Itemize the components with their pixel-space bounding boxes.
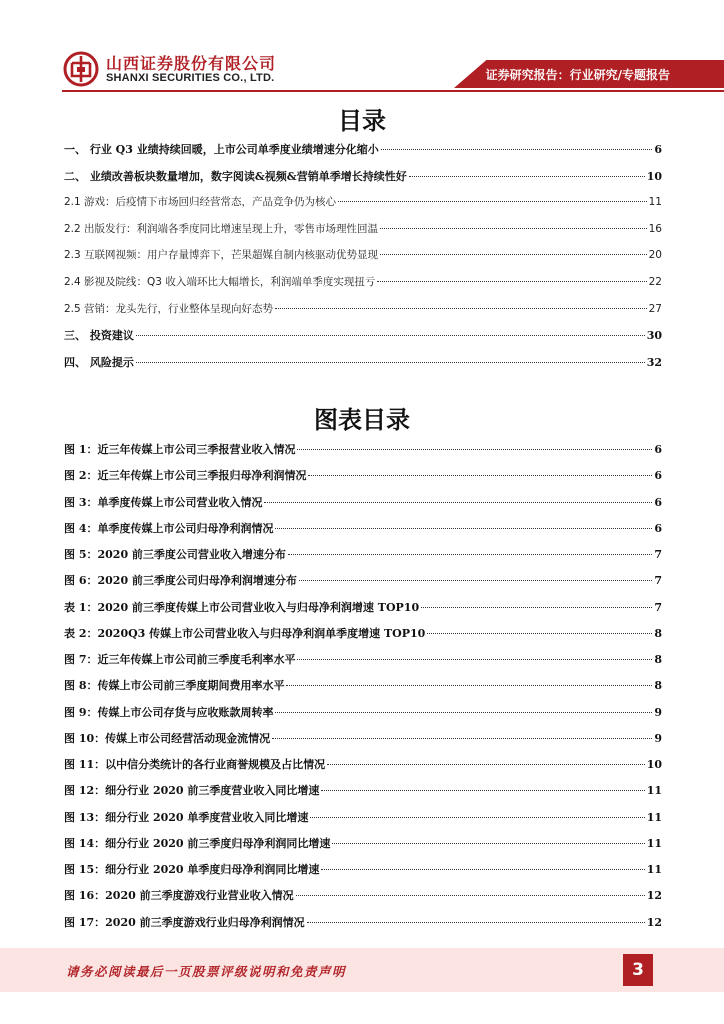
dot-leader <box>338 201 647 202</box>
toc-entry[interactable] <box>64 221 662 248</box>
toc-entry[interactable] <box>64 354 662 381</box>
dot-leader <box>327 764 645 765</box>
entry-label: 图 17：2020 前三季度游戏行业归母净利润情况 <box>64 915 305 929</box>
entry-page-number: 7 <box>654 548 662 561</box>
entry-label: 图 16：2020 前三季度游戏行业营业收入情况 <box>64 889 294 903</box>
entry-page-number: 9 <box>654 731 662 745</box>
figure-entry[interactable] <box>64 861 662 887</box>
entry-label: 一、 行业 Q3 业绩持续回暖，上市公司单季度业绩增速分化缩小 <box>64 143 379 156</box>
dot-leader <box>296 895 645 896</box>
entry-page-number: 10 <box>646 758 662 771</box>
entry-page-number: 11 <box>648 196 662 209</box>
entry-label: 图 8：传媒上市公司前三季度期间费用率水平 <box>64 679 285 693</box>
entry-page-number: 7 <box>654 574 662 588</box>
entry-page-number: 10 <box>646 169 662 183</box>
toc-entry[interactable] <box>64 194 662 221</box>
toc-entry[interactable] <box>64 301 662 328</box>
entry-label: 表 1：2020 前三季度传媒上市公司营业收入与归母净利润增速 TOP10 <box>64 600 420 614</box>
entry-label: 2.5 营销：龙头先行，行业整体呈现向好态势 <box>64 302 274 315</box>
entry-label: 图 9：传媒上市公司存货与应收账款周转率 <box>64 705 274 719</box>
entry-label: 图 3：单季度传媒上市公司营业收入情况 <box>64 495 263 509</box>
header-divider <box>62 90 724 92</box>
entry-page-number: 11 <box>646 836 662 850</box>
company-name-cn: 山西证券股份有限公司 <box>106 54 277 73</box>
dot-leader <box>307 922 645 923</box>
figures-title: 图表目录 <box>314 406 410 434</box>
entry-page-number: 20 <box>648 249 662 262</box>
entry-page-number: 16 <box>648 222 662 235</box>
figure-entry[interactable] <box>64 756 662 782</box>
entry-label: 2.4 影视及院线：Q3 收入端环比大幅增长，利润端单季度实现扭亏 <box>64 275 376 288</box>
entry-page-number: 11 <box>646 784 662 798</box>
toc-entry[interactable] <box>64 327 662 354</box>
dot-leader <box>288 554 652 555</box>
dot-leader <box>321 869 644 870</box>
dot-leader <box>136 362 645 363</box>
figure-entry[interactable] <box>64 520 662 546</box>
dot-leader <box>275 308 647 309</box>
dot-leader <box>310 817 644 818</box>
entry-page-number: 8 <box>654 653 662 666</box>
entry-page-number: 12 <box>646 889 662 903</box>
toc-entry[interactable] <box>64 274 662 301</box>
entry-label: 三、 投资建议 <box>64 329 134 343</box>
dot-leader <box>275 528 652 529</box>
entry-page-number: 11 <box>646 810 662 824</box>
page-header <box>0 0 724 92</box>
entry-label: 图 7：近三年传媒上市公司前三季度毛利率水平 <box>64 653 296 666</box>
figure-entry[interactable] <box>64 572 662 598</box>
dot-leader <box>272 738 652 739</box>
entry-page-number: 6 <box>654 143 662 156</box>
figures-list <box>64 441 662 940</box>
entry-page-number: 9 <box>654 705 662 719</box>
figure-entry[interactable] <box>64 467 662 493</box>
figure-entry[interactable] <box>64 914 662 940</box>
figure-entry[interactable] <box>64 599 662 625</box>
entry-page-number: 30 <box>646 329 662 343</box>
figure-entry[interactable] <box>64 546 662 572</box>
entry-label: 2.2 出版发行：利润端各季度同比增速呈现上升，零售市场理性回温 <box>64 222 379 235</box>
dot-leader <box>421 607 652 608</box>
entry-page-number: 7 <box>654 600 662 614</box>
entry-page-number: 22 <box>648 275 662 288</box>
toc-entry[interactable] <box>64 247 662 274</box>
entry-page-number: 8 <box>654 626 662 640</box>
figure-entry[interactable] <box>64 625 662 651</box>
entry-label: 图 1：近三年传媒上市公司三季报营业收入情况 <box>64 443 296 456</box>
entry-page-number: 6 <box>654 469 662 483</box>
entry-page-number: 6 <box>654 443 662 456</box>
dot-leader <box>380 254 647 255</box>
figure-entry[interactable] <box>64 704 662 730</box>
dot-leader <box>299 580 652 581</box>
entry-label: 2.1 游戏：后疫情下市场回归经营常态，产品竞争仍为核心 <box>64 196 337 209</box>
entry-page-number: 11 <box>646 863 662 876</box>
figure-entry[interactable] <box>64 677 662 703</box>
page-number: 3 <box>623 954 653 986</box>
entry-label: 图 5：2020 前三季度公司营业收入增速分布 <box>64 548 286 561</box>
entry-label: 图 2：近三年传媒上市公司三季报归母净利润情况 <box>64 469 307 483</box>
dot-leader <box>332 843 644 844</box>
dot-leader <box>308 475 652 476</box>
figure-entry[interactable] <box>64 651 662 677</box>
entry-label: 2.3 互联网视频：用户存量博弈下，芒果超媒自制内核驱动优势显现 <box>64 249 379 262</box>
figure-entry[interactable] <box>64 730 662 756</box>
dot-leader <box>136 335 645 336</box>
dot-leader <box>297 659 652 660</box>
figure-entry[interactable] <box>64 809 662 835</box>
dot-leader <box>380 228 647 229</box>
dot-leader <box>321 790 644 791</box>
dot-leader <box>409 176 645 177</box>
toc-title: 目录 <box>338 107 386 135</box>
dot-leader <box>264 502 652 503</box>
company-name-en: SHANXI SECURITIES CO., LTD. <box>106 72 275 84</box>
figure-entry[interactable] <box>64 441 662 467</box>
entry-page-number: 32 <box>646 355 662 369</box>
dot-leader <box>427 633 652 634</box>
figure-entry[interactable] <box>64 835 662 861</box>
entry-label: 图 10：传媒上市公司经营活动现金流情况 <box>64 731 271 745</box>
toc-list <box>64 141 662 380</box>
entry-label: 四、 风险提示 <box>64 355 134 369</box>
report-type-label: 证券研究报告：行业研究/专题报告 <box>485 68 670 82</box>
company-logo-icon <box>62 50 100 88</box>
dot-leader <box>381 149 653 150</box>
entry-page-number: 27 <box>648 302 662 315</box>
toc-entry[interactable] <box>64 168 662 195</box>
entry-label: 图 14：细分行业 2020 前三季度归母净利润同比增速 <box>64 836 331 850</box>
footer-disclaimer: 请务必阅读最后一页股票评级说明和免责声明 <box>66 964 347 979</box>
toc-entry[interactable] <box>64 141 662 168</box>
entry-label: 图 11：以中信分类统计的各行业商誉规模及占比情况 <box>64 758 326 771</box>
figure-entry[interactable] <box>64 494 662 520</box>
figure-entry[interactable] <box>64 782 662 808</box>
entry-page-number: 8 <box>654 679 662 693</box>
entry-page-number: 12 <box>646 915 662 929</box>
entry-page-number: 6 <box>654 521 662 535</box>
entry-label: 表 2：2020Q3 传媒上市公司营业收入与归母净利润单季度增速 TOP10 <box>64 626 426 640</box>
entry-label: 图 4：单季度传媒上市公司归母净利润情况 <box>64 521 274 535</box>
entry-label: 二、 业绩改善板块数量增加，数字阅读&视频&营销单季增长持续性好 <box>64 169 407 183</box>
dot-leader <box>275 712 652 713</box>
dot-leader <box>286 685 652 686</box>
entry-label: 图 12：细分行业 2020 前三季度营业收入同比增速 <box>64 784 320 798</box>
entry-label: 图 13：细分行业 2020 单季度营业收入同比增速 <box>64 810 309 824</box>
entry-page-number: 6 <box>654 495 662 509</box>
figure-entry[interactable] <box>64 887 662 913</box>
entry-label: 图 6：2020 前三季度公司归母净利润增速分布 <box>64 574 297 588</box>
dot-leader <box>297 449 652 450</box>
dot-leader <box>377 281 646 282</box>
entry-label: 图 15：细分行业 2020 单季度归母净利润同比增速 <box>64 863 320 876</box>
